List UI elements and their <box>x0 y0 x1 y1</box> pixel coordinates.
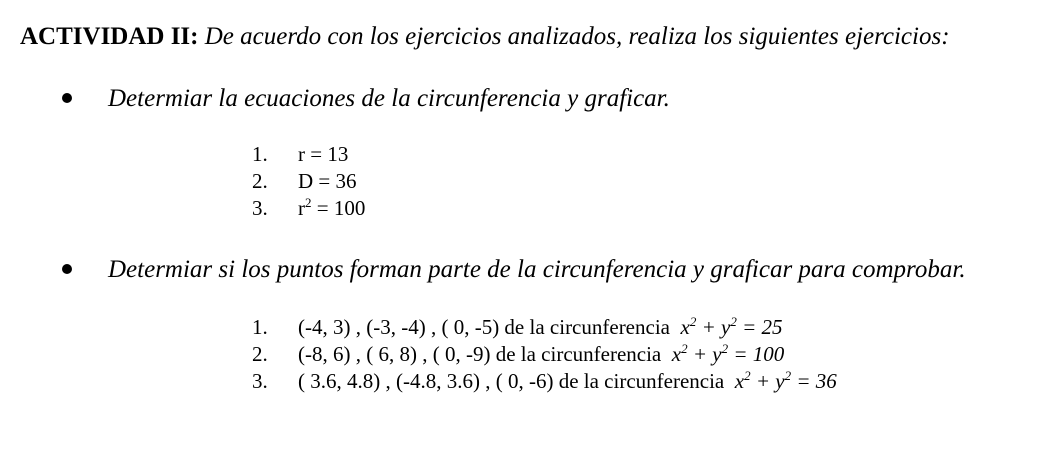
item-equation: r = 13 <box>298 142 349 166</box>
item-number: 1. <box>252 142 268 166</box>
section2-list <box>252 314 837 395</box>
item-number: 2. <box>252 169 268 193</box>
equation-rhs: = 100 <box>311 196 366 220</box>
section1-list <box>252 141 365 222</box>
activity-heading <box>20 22 950 52</box>
circle-equation: $x^2 + y^2 = 25$ <box>680 314 783 339</box>
item-points: (-4, 3) , (-3, -4) , ( 0, -5) de la circunferencia <box>298 315 670 339</box>
item-number: 3. <box>252 196 268 220</box>
list-item <box>252 141 365 168</box>
equation-base: r <box>298 196 305 220</box>
circle-equation: $x^2 + y^2 = 100$ <box>671 341 785 366</box>
bullet-dot-icon <box>62 93 72 103</box>
item-number: 1. <box>252 315 268 339</box>
section1-bullet <box>62 84 670 114</box>
item-equation: D = 36 <box>298 169 357 193</box>
list-item <box>252 341 837 368</box>
bullet-dot-icon <box>62 264 72 274</box>
list-item <box>252 195 365 222</box>
list-item <box>252 368 837 395</box>
activity-instructions: De acuerdo con los ejercicios analizados, realiza los siguientes ejercicios: <box>204 23 950 50</box>
item-equation <box>298 195 365 222</box>
section1-instruction: Determiar la ecuaciones de la circunferencia y graficar. <box>108 85 670 112</box>
list-item <box>252 168 365 195</box>
activity-title: ACTIVIDAD II: <box>20 23 199 50</box>
section2-bullet <box>62 255 966 285</box>
equation-exponent: 2 <box>305 195 312 210</box>
item-points: (-8, 6) , ( 6, 8) , ( 0, -9) de la circunferencia <box>298 342 662 366</box>
section2-instruction: Determiar si los puntos forman parte de la circunferencia y graficar para comprobar. <box>108 256 966 283</box>
circle-equation: $x^2 + y^2 = 36$ <box>734 368 837 393</box>
item-points: ( 3.6, 4.8) , (-4.8, 3.6) , ( 0, -6) de la circunferencia <box>298 369 725 393</box>
item-number: 2. <box>252 342 268 366</box>
item-number: 3. <box>252 369 268 393</box>
list-item <box>252 314 837 341</box>
